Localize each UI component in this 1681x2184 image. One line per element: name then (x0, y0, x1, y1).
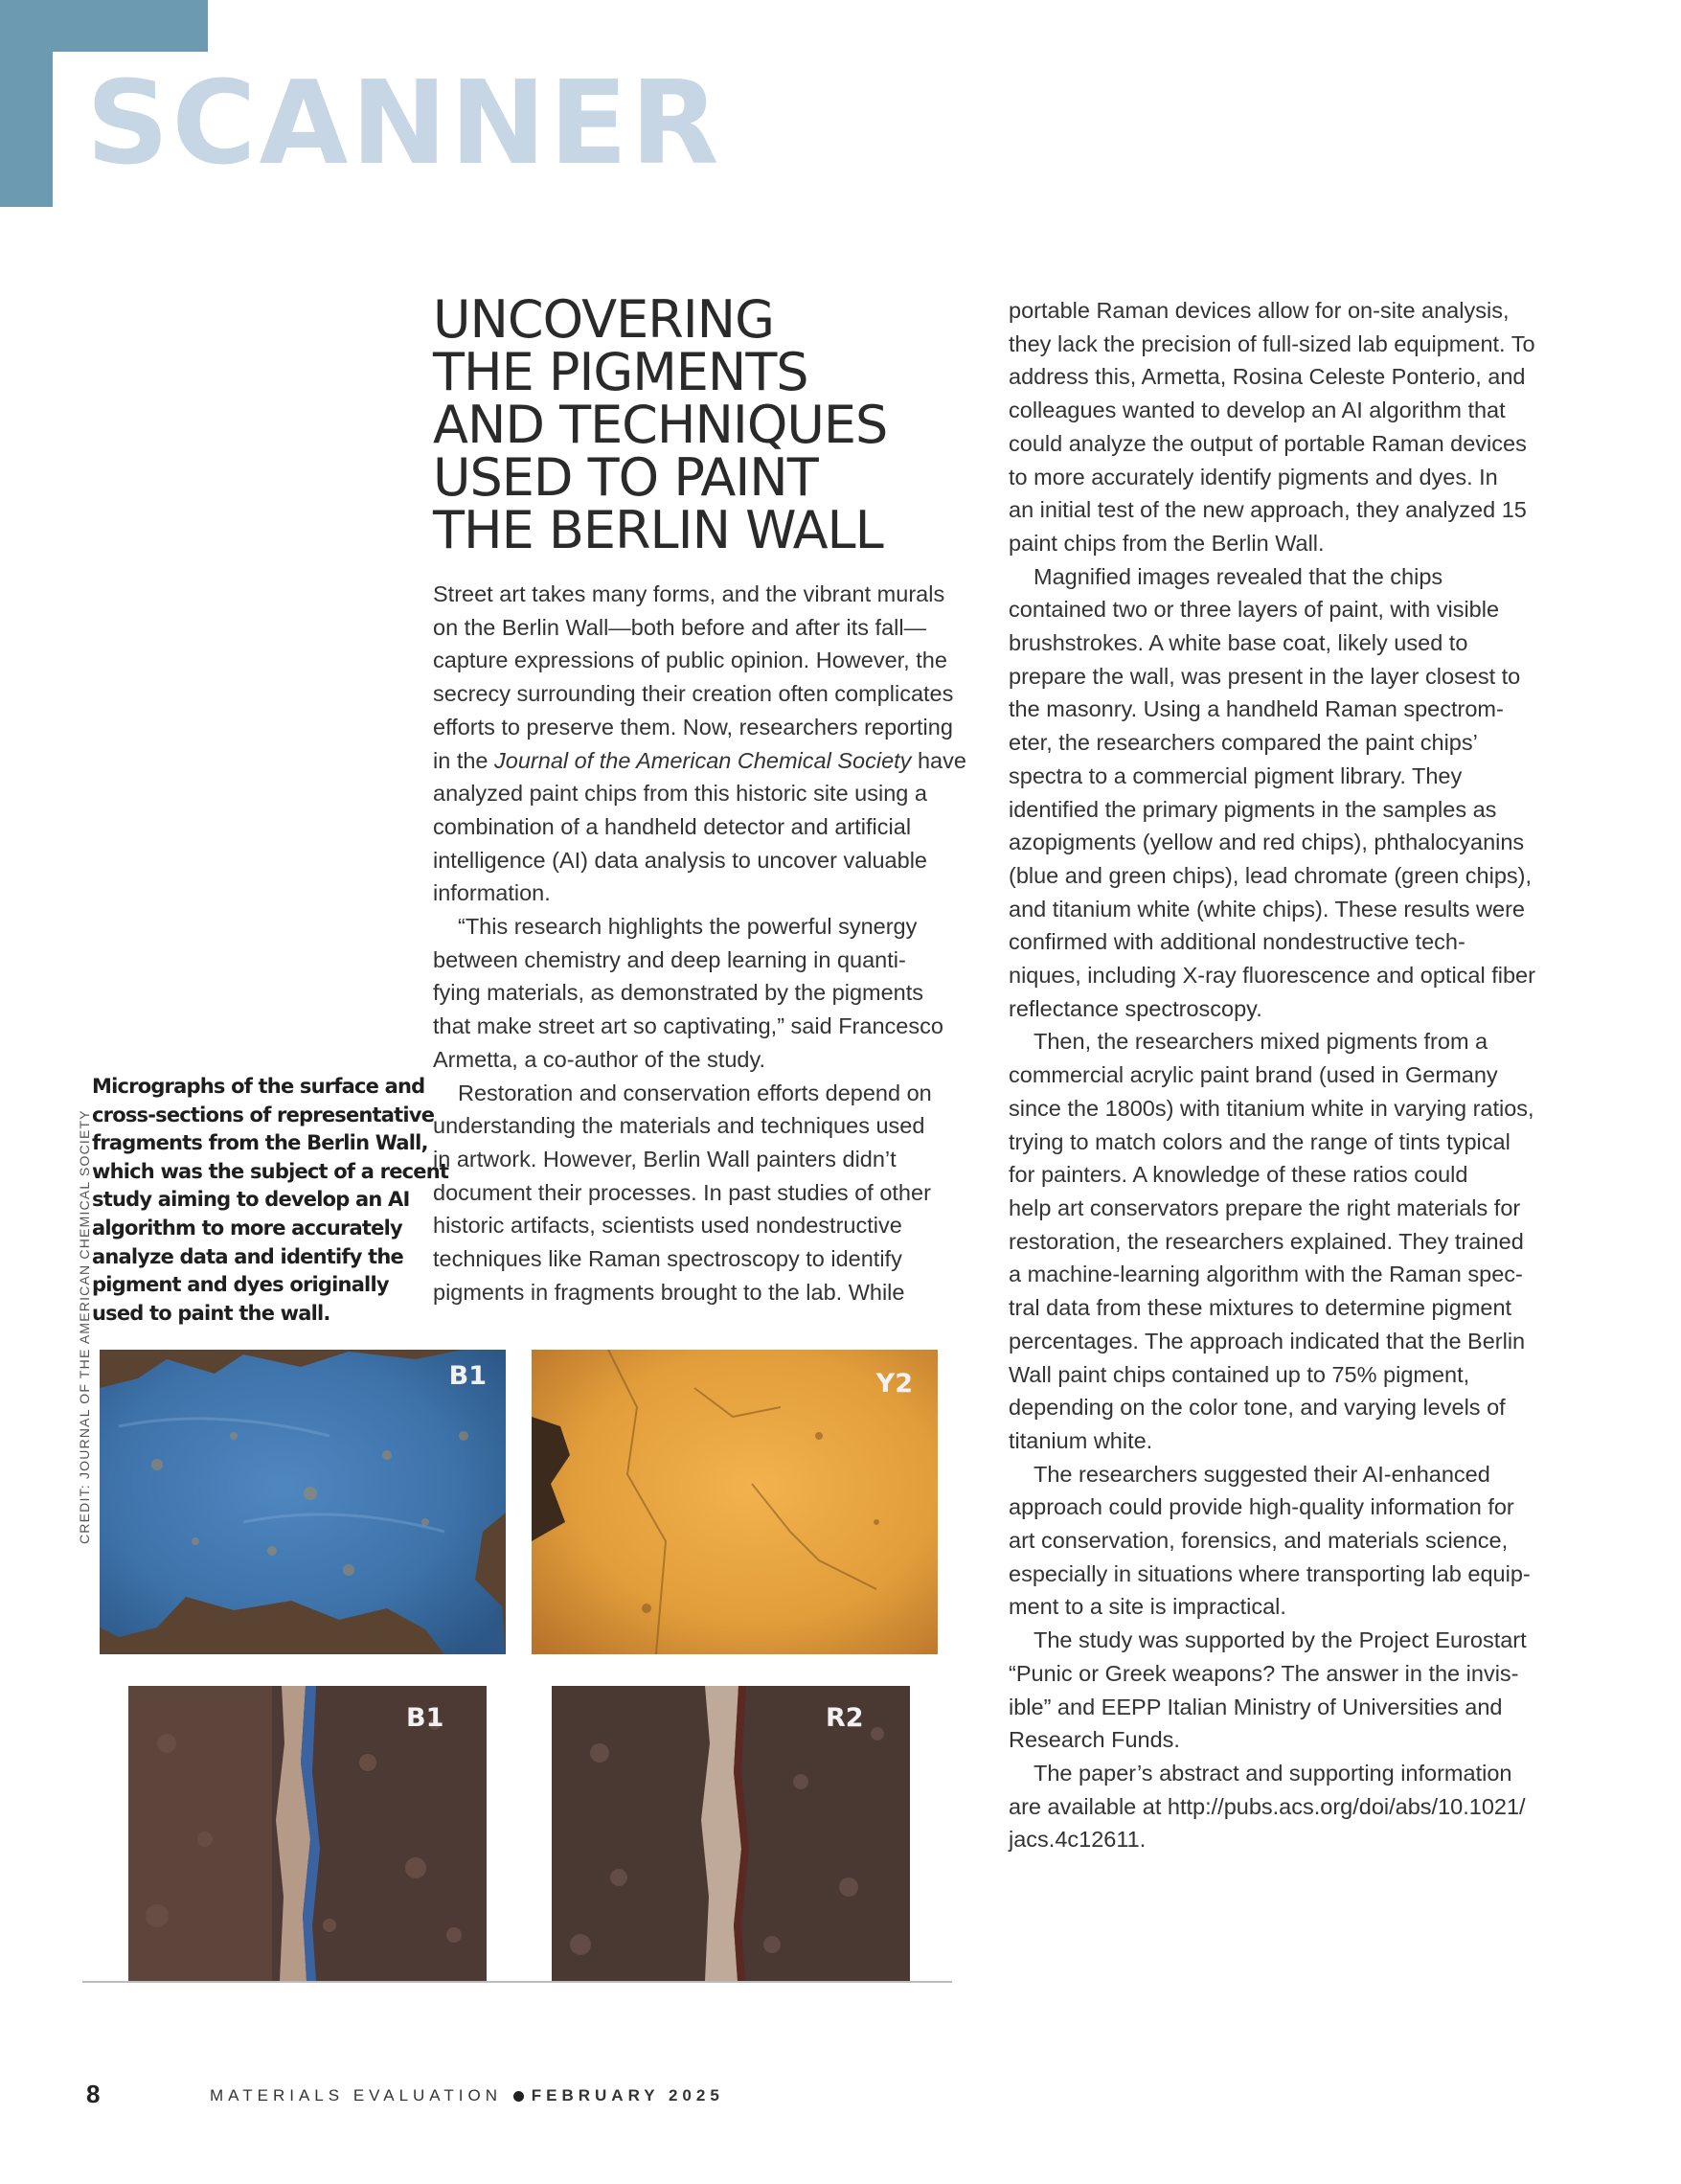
text-line: on the Berlin Wall—both before and after its fall— (433, 614, 927, 640)
caption-line: cross-sections of representative (92, 1103, 435, 1126)
text-line: historic artifacts, scientists used nondestructive (433, 1213, 902, 1239)
magazine-name: MATERIALS EVALUATION (210, 2086, 502, 2104)
text-line: since the 1800s) with titanium white in varying ratios, (1009, 1095, 1534, 1121)
issue-date: FEBRUARY 2025 (531, 2086, 724, 2104)
article-column-middle (433, 578, 979, 1308)
micrograph-b1-surface (100, 1350, 506, 1654)
text-line: and titanium white (white chips). These results were (1009, 896, 1525, 921)
text-line: The paper’s abstract and supporting information (1034, 1760, 1512, 1786)
panel-label: R2 (826, 1703, 864, 1733)
text-line: percentages. The approach indicated that the Berlin (1009, 1328, 1526, 1354)
text-line: combination of a handheld detector and artificial (433, 813, 912, 839)
headline-line: UNCOVERING (433, 289, 774, 350)
caption-line: pigment and dyes originally (92, 1273, 389, 1297)
text-line: address this, Armetta, Rosina Celeste Ponterio, and (1009, 364, 1526, 390)
article-column-right (1009, 294, 1555, 1856)
paragraph (433, 1077, 979, 1309)
text-line: trying to match colors and the range of tints typical (1009, 1128, 1511, 1154)
footer-folio (210, 2086, 724, 2105)
text-line: The researchers suggested their AI-enhanced (1034, 1461, 1490, 1487)
caption-line: used to paint the wall. (92, 1301, 330, 1325)
text-line: restoration, the researchers explained. They trained (1009, 1228, 1524, 1254)
text-line: information. (433, 880, 551, 906)
text-line: The study was supported by the Project Eurostart (1034, 1627, 1527, 1653)
text-line: (blue and green chips), lead chromate (green chips), (1009, 862, 1533, 888)
text-line: brushstrokes. A white base coat, likely used to (1009, 630, 1468, 656)
paragraph (1009, 1624, 1555, 1757)
text-line: a machine-learning algorithm with the Raman spec- (1009, 1262, 1523, 1287)
text-line: understanding the materials and techniques used (433, 1113, 925, 1139)
text-line: Armetta, a co-author of the study. (433, 1046, 766, 1072)
text-line: “This research highlights the powerful synergy (458, 914, 918, 940)
text-line: eter, the researchers compared the paint chips’ (1009, 730, 1478, 756)
text-line: analyzed paint chips from this historic site using a (433, 781, 927, 807)
caption-line: study aiming to develop an AI (92, 1188, 410, 1212)
paragraph (433, 910, 979, 1077)
text-line: portable Raman devices allow for on-site analysis, (1009, 298, 1510, 323)
photo-credit: CREDIT: JOURNAL OF THE AMERICAN CHEMICAL SOCIETY (77, 1109, 92, 1544)
bullet-icon (513, 2091, 524, 2102)
text-line: contained two or three layers of paint, with visible (1009, 597, 1500, 623)
text-line: Restoration and conservation efforts depend on (458, 1080, 932, 1105)
micrograph-y2-surface (532, 1350, 938, 1654)
page-number: 8 (86, 2080, 101, 2108)
text-line: intelligence (AI) data analysis to uncover valuable (433, 847, 927, 873)
caption-line: fragments from the Berlin Wall, (92, 1131, 428, 1155)
article-headline (433, 289, 969, 560)
text-line: for painters. A knowledge of these ratios could (1009, 1162, 1468, 1188)
text-line: they lack the precision of full-sized lab equipment. To (1009, 330, 1535, 356)
text-line: approach could provide high-quality information for (1009, 1494, 1514, 1520)
text-line: secrecy surrounding their creation often complicates (433, 681, 954, 707)
text-line: fying materials, as demonstrated by the pigments (433, 980, 924, 1006)
text-line: help art conservators prepare the right materials for (1009, 1194, 1521, 1220)
section-title: SCANNER (86, 57, 722, 191)
text-line: azopigments (yellow and red chips), phthalocyanins (1009, 830, 1525, 855)
paragraph (1009, 294, 1555, 560)
paragraph (1009, 1458, 1555, 1625)
text-line: capture expressions of public opinion. However, the (433, 648, 947, 673)
paragraph (1009, 1757, 1555, 1856)
panel-label: B1 (448, 1361, 487, 1391)
headline-line: AND TECHNIQUES (433, 395, 888, 455)
text-line: art conservation, forensics, and materials science, (1009, 1528, 1509, 1554)
headline-line: THE BERLIN WALL (433, 500, 883, 560)
micrograph-b1-surface-image (100, 1350, 506, 1654)
text-line: prepare the wall, was present in the layer closest to (1009, 663, 1521, 689)
panel-label: B1 (406, 1703, 444, 1733)
text-line: commercial acrylic paint brand (used in Germany (1009, 1062, 1498, 1088)
text-line: Then, the researchers mixed pigments from a (1034, 1029, 1488, 1055)
text-line: ment to a site is impractical. (1009, 1594, 1286, 1620)
text-line: that make street art so captivating,” said Francesco (433, 1013, 943, 1039)
text-line: paint chips from the Berlin Wall. (1009, 530, 1325, 556)
journal-name: Journal of the American Chemical Society (494, 747, 912, 773)
text-line: techniques like Raman spectroscopy to identify (433, 1246, 902, 1272)
text-line: an initial test of the new approach, they analyzed 15 (1009, 497, 1527, 523)
text-line: especially in situations where transporting lab equip- (1009, 1560, 1531, 1586)
text-line: Street art takes many forms, and the vibrant murals (433, 581, 945, 606)
text-line: Wall paint chips contained up to 75% pigment, (1009, 1361, 1470, 1387)
text-line: in artwork. However, Berlin Wall painters didn’t (433, 1146, 897, 1172)
text-line: colleagues wanted to develop an AI algorithm that (1009, 398, 1506, 423)
headline-line: USED TO PAINT (433, 447, 818, 508)
text-line: Magnified images revealed that the chips (1034, 563, 1443, 589)
caption-line: which was the subject of a recent (92, 1159, 449, 1183)
text-line: to more accurately identify pigments and dyes. In (1009, 464, 1498, 489)
micrograph-r2-cross-section (552, 1686, 910, 1981)
text-line: the masonry. Using a handheld Raman spectrom- (1009, 696, 1504, 722)
text-line: between chemistry and deep learning in quanti- (433, 946, 906, 972)
caption-line: algorithm to more accurately (92, 1216, 402, 1240)
text-line: could analyze the output of portable Raman devices (1009, 430, 1527, 456)
text-line: identified the primary pigments in the samples as (1009, 796, 1497, 822)
text-line: reflectance spectroscopy. (1009, 995, 1262, 1021)
text-line: jacs.4c12611. (1009, 1827, 1147, 1853)
text-line: spectra to a commercial pigment library. They (1009, 762, 1463, 788)
figure-divider (82, 1981, 952, 1983)
text-line: ible” and EEPP Italian Ministry of Universities and (1009, 1694, 1503, 1719)
figure-caption (92, 1073, 449, 1328)
caption-line: analyze data and identify the (92, 1244, 403, 1268)
text-line: titanium white. (1009, 1427, 1153, 1453)
micrograph-b1-cross-section (128, 1686, 487, 1981)
caption-line: Micrographs of the surface and (92, 1075, 425, 1098)
paragraph (1009, 1025, 1555, 1457)
text-line: in the Journal of the American Chemical Society have (433, 747, 966, 773)
text-line: document their processes. In past studies of other (433, 1179, 931, 1205)
text-line: efforts to preserve them. Now, researchers reporting (433, 714, 953, 739)
paragraph (1009, 560, 1555, 1026)
paragraph (433, 578, 979, 910)
headline-line: THE PIGMENTS (433, 342, 808, 402)
text-line: confirmed with additional nondestructive tech- (1009, 929, 1465, 955)
text-line: niques, including X-ray fluorescence and optical fiber (1009, 963, 1535, 989)
text-line: tral data from these mixtures to determine pigment (1009, 1295, 1512, 1321)
panel-label: Y2 (875, 1369, 913, 1399)
header-color-bar (0, 0, 53, 207)
text-line: Research Funds. (1009, 1727, 1180, 1753)
text-line: are available at http://pubs.acs.org/doi/abs/10.1021/ (1009, 1793, 1526, 1819)
text-line: “Punic or Greek weapons? The answer in the invis- (1009, 1660, 1519, 1686)
text-line: pigments in fragments brought to the lab. While (433, 1279, 905, 1305)
text-line: depending on the color tone, and varying levels of (1009, 1395, 1506, 1421)
